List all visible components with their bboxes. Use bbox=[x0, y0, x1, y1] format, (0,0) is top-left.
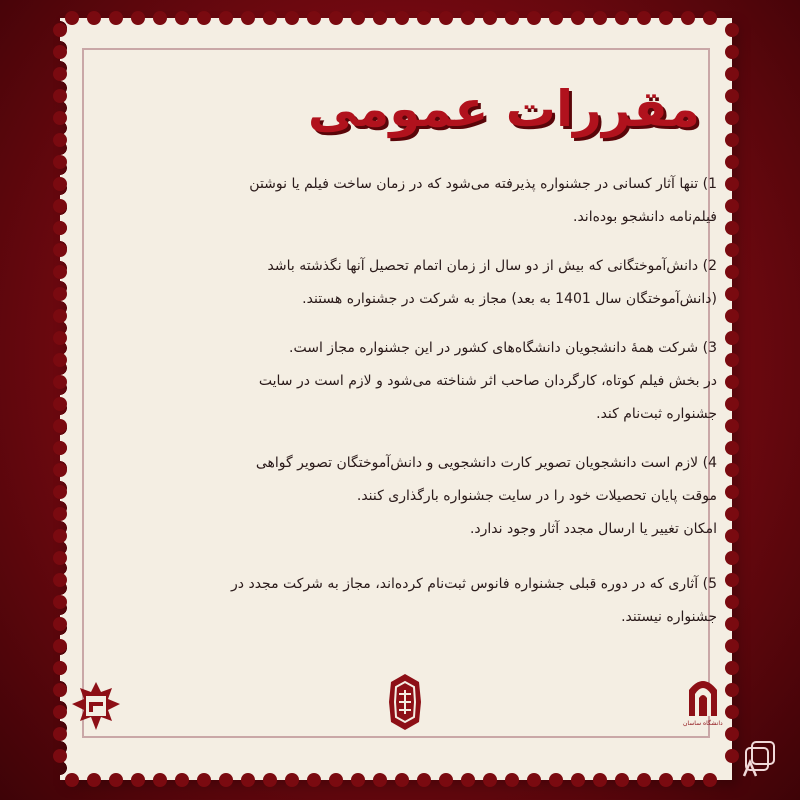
perforation-hole bbox=[461, 11, 475, 25]
perforation-hole bbox=[725, 375, 739, 389]
perforation-hole bbox=[153, 11, 167, 25]
perforation-hole bbox=[703, 773, 717, 787]
perforation-hole bbox=[725, 463, 739, 477]
rule-item bbox=[92, 568, 717, 634]
rule-line: 4) لازم است دانشجویان تصویر کارت دانشجویی و دانش‌آموختگان تصویر گواهی bbox=[255, 455, 717, 471]
perforation-hole bbox=[725, 749, 739, 763]
rule-line: در بخش فیلم کوتاه، کارگردان صاحب اثر شناخته می‌شود و لازم است در سایت bbox=[258, 373, 717, 389]
perforation-hole bbox=[417, 11, 431, 25]
perforation-hole bbox=[153, 773, 167, 787]
perforation-hole bbox=[725, 617, 739, 631]
perforation-hole bbox=[175, 773, 189, 787]
perforation-hole bbox=[615, 11, 629, 25]
perforation-hole bbox=[53, 287, 67, 301]
perforation-hole bbox=[175, 11, 189, 25]
perforation-hole bbox=[53, 419, 67, 433]
perforation-hole bbox=[703, 11, 717, 25]
perforation-hole bbox=[53, 243, 67, 257]
perforation-hole bbox=[53, 727, 67, 741]
perforation-hole bbox=[725, 353, 739, 367]
rule-item bbox=[92, 332, 717, 431]
perforation-hole bbox=[681, 773, 695, 787]
perforation-hole bbox=[131, 773, 145, 787]
rule-line: فیلم‌نامه دانشجو بوده‌اند. bbox=[573, 209, 717, 225]
perforation-hole bbox=[53, 111, 67, 125]
rule-item bbox=[92, 447, 717, 546]
perforation-hole bbox=[53, 639, 67, 653]
perforation-hole bbox=[417, 773, 431, 787]
perforation-hole bbox=[53, 221, 67, 235]
perforation-hole bbox=[131, 11, 145, 25]
perforation-hole bbox=[197, 11, 211, 25]
perforation-hole bbox=[571, 773, 585, 787]
perforation-hole bbox=[53, 331, 67, 345]
perforation-hole bbox=[53, 485, 67, 499]
rule-line: جشنواره ثبت‌نام کند. bbox=[596, 406, 717, 422]
perforation-hole bbox=[307, 11, 321, 25]
perforation-hole bbox=[439, 773, 453, 787]
perforation-hole bbox=[725, 67, 739, 81]
perforation-hole bbox=[527, 11, 541, 25]
perforation-hole bbox=[725, 661, 739, 675]
perforation-hole bbox=[87, 773, 101, 787]
perforation-hole bbox=[53, 89, 67, 103]
perforation-hole bbox=[725, 221, 739, 235]
perforation-hole bbox=[725, 287, 739, 301]
perforation-hole bbox=[53, 397, 67, 411]
perforation-hole bbox=[53, 507, 67, 521]
perforation-hole bbox=[53, 683, 67, 697]
perforation-hole bbox=[197, 773, 211, 787]
perforation-hole bbox=[725, 441, 739, 455]
perforation-hole bbox=[725, 397, 739, 411]
perforation-hole bbox=[53, 45, 67, 59]
perforation-hole bbox=[219, 773, 233, 787]
rule-line: 3) شرکت همهٔ دانشجویان دانشگاه‌های کشور در این جشنواره مجاز است. bbox=[289, 340, 717, 356]
perforation-hole bbox=[53, 375, 67, 389]
perforation-hole bbox=[351, 11, 365, 25]
rule-line: (دانش‌آموختگان سال 1401 به بعد) مجاز به شرکت در جشنواره هستند. bbox=[302, 291, 717, 307]
perforation-hole bbox=[351, 773, 365, 787]
perforation-hole bbox=[725, 243, 739, 257]
perforation-hole bbox=[263, 773, 277, 787]
rule-item bbox=[92, 250, 717, 316]
perforation-hole bbox=[527, 773, 541, 787]
perforation-hole bbox=[53, 529, 67, 543]
perforation-hole bbox=[285, 11, 299, 25]
perforation-hole bbox=[659, 11, 673, 25]
perforation-hole bbox=[53, 133, 67, 147]
perforation-hole bbox=[53, 353, 67, 367]
perforation-hole bbox=[725, 705, 739, 719]
rule-line: امکان تغییر یا ارسال مجدد آثار وجود ندارد. bbox=[469, 521, 717, 537]
perforation-hole bbox=[439, 11, 453, 25]
perforation-hole bbox=[53, 463, 67, 477]
perforation-hole bbox=[65, 773, 79, 787]
university-caption: دانشگاه ساسان bbox=[683, 720, 723, 727]
perforation-hole bbox=[307, 773, 321, 787]
perforation-hole bbox=[53, 23, 67, 37]
perforation-hole bbox=[725, 529, 739, 543]
perforation-hole bbox=[725, 485, 739, 499]
perforation-hole bbox=[725, 45, 739, 59]
perforation-hole bbox=[637, 11, 651, 25]
rule-line: جشنواره نیستند. bbox=[621, 609, 717, 625]
perforation-hole bbox=[241, 11, 255, 25]
rules-list bbox=[92, 168, 717, 650]
perforation-hole bbox=[53, 661, 67, 675]
perforation-hole bbox=[725, 89, 739, 103]
perforation-hole bbox=[53, 441, 67, 455]
perforation-hole bbox=[395, 11, 409, 25]
perforation-hole bbox=[659, 773, 673, 787]
perforation-hole bbox=[681, 11, 695, 25]
perforation-hole bbox=[725, 419, 739, 433]
perforation-hole bbox=[65, 11, 79, 25]
rule-line: موقت پایان تحصیلات خود را در سایت جشنواره بارگذاری کنند. bbox=[356, 488, 717, 504]
perforation-hole bbox=[219, 11, 233, 25]
perforation-hole bbox=[505, 773, 519, 787]
rule-line: 5) آثاری که در دوره قبلی جشنواره فانوس ثبت‌نام کرده‌اند، مجاز به شرکت مجدد در bbox=[231, 576, 717, 592]
perforation-hole bbox=[53, 551, 67, 565]
perforation-hole bbox=[87, 11, 101, 25]
perforation-hole bbox=[53, 265, 67, 279]
festival-logo-icon bbox=[70, 680, 122, 736]
perforation-hole bbox=[241, 773, 255, 787]
perforation-hole bbox=[483, 773, 497, 787]
perforation-hole bbox=[483, 11, 497, 25]
emblem-logo-icon bbox=[387, 672, 423, 736]
perforation-hole bbox=[725, 551, 739, 565]
rule-line: 1) تنها آثار کسانی در جشنواره پذیرفته می‌شود که در زمان ساخت فیلم یا نوشتن bbox=[249, 176, 717, 192]
perforation-hole bbox=[725, 639, 739, 653]
perforation-hole bbox=[329, 773, 343, 787]
perforation-hole bbox=[725, 199, 739, 213]
perforation-hole bbox=[725, 507, 739, 521]
perforation-hole bbox=[725, 23, 739, 37]
perforation-hole bbox=[329, 11, 343, 25]
perforation-hole bbox=[725, 683, 739, 697]
perforation-hole bbox=[593, 11, 607, 25]
perforation-hole bbox=[725, 177, 739, 191]
university-logo-icon bbox=[683, 672, 723, 727]
perforation-hole bbox=[725, 155, 739, 169]
perforation-hole bbox=[53, 705, 67, 719]
perforation-hole bbox=[373, 773, 387, 787]
perforation-hole bbox=[285, 773, 299, 787]
perforation-hole bbox=[53, 177, 67, 191]
perforation-hole bbox=[725, 573, 739, 587]
perforation-hole bbox=[615, 773, 629, 787]
perforation-hole bbox=[461, 773, 475, 787]
perforation-hole bbox=[53, 617, 67, 631]
perforation-hole bbox=[725, 309, 739, 323]
perforation-hole bbox=[109, 773, 123, 787]
perforation-hole bbox=[395, 773, 409, 787]
perforation-hole bbox=[505, 11, 519, 25]
perforation-hole bbox=[373, 11, 387, 25]
page-title: مقررات عمومی bbox=[307, 80, 700, 138]
rule-line: 2) دانش‌آموختگانی که بیش از دو سال از زمان اتمام تحصیل آنها نگذشته باشد bbox=[267, 258, 717, 274]
perforation-hole bbox=[725, 265, 739, 279]
perforation-hole bbox=[53, 749, 67, 763]
perforation-hole bbox=[53, 155, 67, 169]
perforation-hole bbox=[109, 11, 123, 25]
perforation-hole bbox=[53, 67, 67, 81]
perforation-hole bbox=[637, 773, 651, 787]
perforation-hole bbox=[593, 773, 607, 787]
perforation-hole bbox=[725, 111, 739, 125]
perforation-hole bbox=[53, 595, 67, 609]
perforation-hole bbox=[263, 11, 277, 25]
perforation-hole bbox=[725, 331, 739, 345]
rule-item bbox=[92, 168, 717, 234]
perforation-hole bbox=[725, 727, 739, 741]
perforation-hole bbox=[53, 199, 67, 213]
perforation-hole bbox=[53, 309, 67, 323]
perforation-hole bbox=[725, 133, 739, 147]
perforation-hole bbox=[53, 573, 67, 587]
perforation-hole bbox=[549, 11, 563, 25]
perforation-hole bbox=[549, 773, 563, 787]
perforation-hole bbox=[725, 595, 739, 609]
perforation-hole bbox=[571, 11, 585, 25]
page-number-icon bbox=[738, 738, 782, 786]
